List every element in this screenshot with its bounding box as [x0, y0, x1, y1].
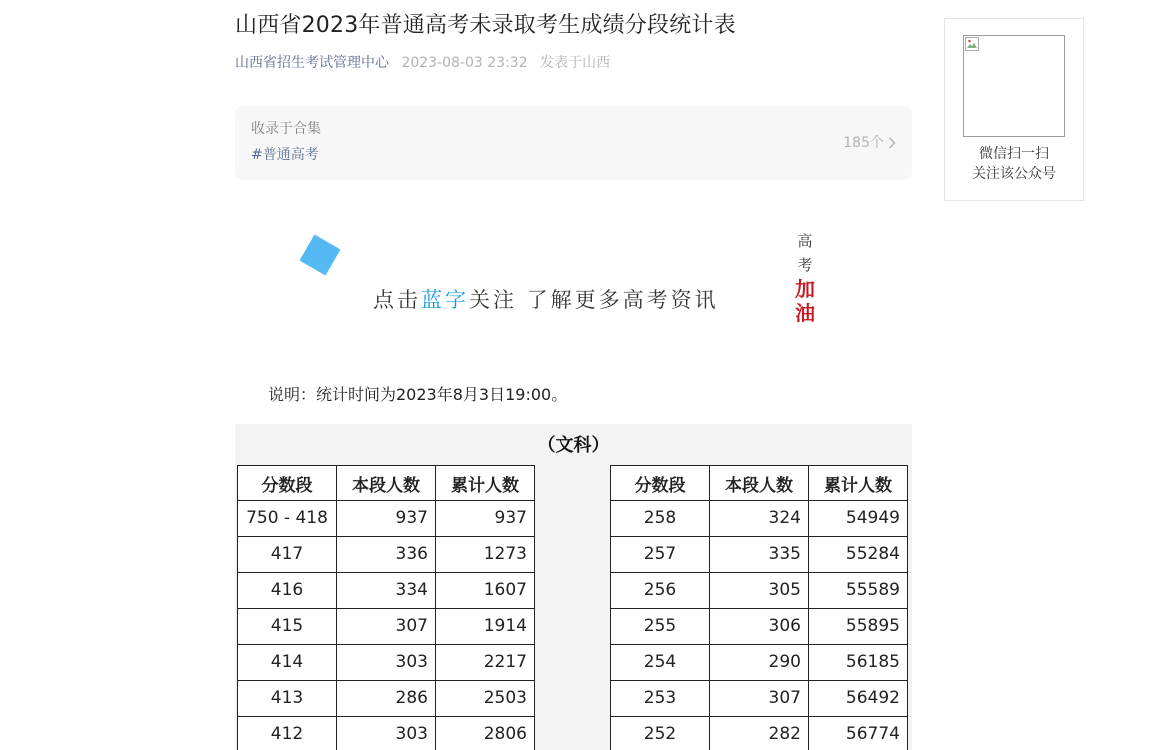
count-cell: 324 [710, 501, 809, 537]
qr-caption-line2: 关注该公众号 [972, 166, 1056, 182]
table-row [611, 573, 908, 609]
table-row [238, 501, 535, 537]
score-cell: 257 [611, 537, 710, 573]
banner-slogan [373, 286, 719, 314]
score-cell: 414 [238, 645, 337, 681]
album-tag[interactable]: #普通高考 [251, 147, 319, 163]
album-card[interactable] [235, 106, 912, 180]
table-caption: （文科） [537, 435, 610, 456]
score-table-left [237, 465, 535, 750]
score-table-image [235, 424, 912, 750]
cumulative-cell: 54949 [809, 501, 908, 537]
follow-banner [235, 225, 912, 335]
cumulative-cell: 55284 [809, 537, 908, 573]
diamond-decoration [300, 235, 341, 276]
count-cell: 303 [337, 717, 436, 750]
cumulative-cell: 56774 [809, 717, 908, 750]
score-table-right [610, 465, 908, 750]
count-cell: 335 [710, 537, 809, 573]
score-cell: 253 [611, 681, 710, 717]
score-cell: 252 [611, 717, 710, 750]
score-cell: 417 [238, 537, 337, 573]
cumulative-cell: 55895 [809, 609, 908, 645]
table-row [611, 681, 908, 717]
slogan-prefix: 点击 [373, 288, 421, 312]
publish-date: 2023-08-03 23:32 [401, 55, 528, 71]
header-score-range: 分数段 [238, 466, 337, 501]
cumulative-cell: 1607 [436, 573, 535, 609]
score-cell: 416 [238, 573, 337, 609]
count-cell: 303 [337, 645, 436, 681]
cumulative-cell: 2806 [436, 717, 535, 750]
album-count[interactable] [843, 133, 896, 153]
table-header-row [611, 466, 908, 501]
score-cell: 258 [611, 501, 710, 537]
vertical-char-1: 高 [797, 232, 813, 250]
vertical-char-4: 油 [795, 301, 815, 325]
broken-image-icon [965, 37, 979, 51]
table-row [238, 573, 535, 609]
album-label: 收录于合集 [251, 121, 321, 137]
score-cell: 254 [611, 645, 710, 681]
count-cell: 336 [337, 537, 436, 573]
table-row [611, 717, 908, 750]
table-row [238, 717, 535, 750]
article-title: 山西省2023年普通高考未录取考生成绩分段统计表 [235, 13, 736, 38]
header-score-range: 分数段 [611, 466, 710, 501]
count-cell: 286 [337, 681, 436, 717]
table-row [238, 645, 535, 681]
slogan-highlight: 蓝字 [421, 288, 469, 312]
qr-caption-line1: 微信扫一扫 [979, 146, 1049, 162]
table-row [238, 681, 535, 717]
vertical-cheer-text [793, 229, 817, 325]
cumulative-cell: 56185 [809, 645, 908, 681]
score-cell: 750 - 418 [238, 501, 337, 537]
table-row [611, 537, 908, 573]
count-cell: 937 [337, 501, 436, 537]
vertical-char-2: 考 [797, 256, 813, 274]
cumulative-cell: 2217 [436, 645, 535, 681]
statistics-note: 说明：统计时间为2023年8月3日19:00。 [268, 385, 568, 404]
header-cumulative-count: 累计人数 [809, 466, 908, 501]
score-cell: 256 [611, 573, 710, 609]
count-cell: 305 [710, 573, 809, 609]
header-cumulative-count: 累计人数 [436, 466, 535, 501]
cumulative-cell: 56492 [809, 681, 908, 717]
table-row [611, 501, 908, 537]
article [235, 0, 912, 744]
qr-caption [945, 144, 1083, 184]
slogan-suffix: 关注 了解更多高考资讯 [469, 288, 719, 312]
table-row [238, 537, 535, 573]
table-header-row [238, 466, 535, 501]
album-count-text: 185个 [843, 135, 884, 151]
chevron-right-icon [888, 137, 896, 149]
cumulative-cell: 1914 [436, 609, 535, 645]
cumulative-cell: 937 [436, 501, 535, 537]
author-link[interactable]: 山西省招生考试管理中心 [235, 55, 389, 71]
count-cell: 307 [337, 609, 436, 645]
header-segment-count: 本段人数 [337, 466, 436, 501]
table-row [611, 645, 908, 681]
score-cell: 415 [238, 609, 337, 645]
article-meta [235, 53, 912, 73]
count-cell: 334 [337, 573, 436, 609]
cumulative-cell: 1273 [436, 537, 535, 573]
count-cell: 306 [710, 609, 809, 645]
score-cell: 255 [611, 609, 710, 645]
count-cell: 290 [710, 645, 809, 681]
vertical-char-3: 加 [795, 277, 815, 301]
qr-code-image [963, 35, 1065, 137]
qr-code-card [944, 18, 1084, 201]
count-cell: 307 [710, 681, 809, 717]
table-row [238, 609, 535, 645]
score-cell: 413 [238, 681, 337, 717]
cumulative-cell: 2503 [436, 681, 535, 717]
header-segment-count: 本段人数 [710, 466, 809, 501]
score-cell: 412 [238, 717, 337, 750]
cumulative-cell: 55589 [809, 573, 908, 609]
publish-location: 发表于山西 [540, 55, 611, 71]
table-row [611, 609, 908, 645]
count-cell: 282 [710, 717, 809, 750]
